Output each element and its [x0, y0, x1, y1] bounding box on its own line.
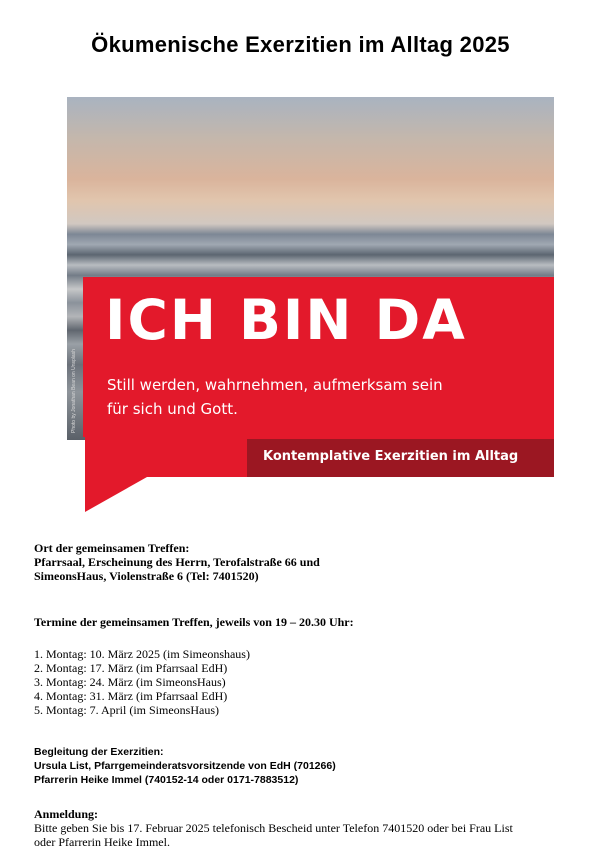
guidance-section: [34, 745, 594, 787]
date-item: 1. Montag: 10. März 2025 (im Simeonshaus): [34, 647, 250, 661]
location-section: [34, 541, 594, 583]
page-title: Ökumenische Exerzitien im Alltag 2025: [91, 32, 510, 57]
guidance-line-1: Ursula List, Pfarrgemeinderatsvorsitzende von EdH (701266): [34, 760, 336, 772]
guidance-heading: Begleitung der Exerzitien:: [34, 746, 164, 758]
dates-list: [34, 647, 594, 717]
date-item: 5. Montag: 7. April (im SimeonsHaus): [34, 703, 219, 717]
location-line-1: Pfarrsaal, Erscheinung des Herrn, Terofalstraße 66 und: [34, 555, 320, 569]
guidance-line-2: Pfarrerin Heike Immel (740152-14 oder 0171-7883512): [34, 774, 299, 786]
registration-section: [34, 807, 594, 849]
headline: ICH BIN DA: [105, 288, 467, 352]
registration-line-1: Bitte geben Sie bis 17. Februar 2025 telefonisch Bescheid unter Telefon 7401520 oder bei Frau List: [34, 821, 513, 835]
subline: [107, 373, 527, 421]
date-item: 3. Montag: 24. März (im SimeonsHaus): [34, 675, 226, 689]
date-item: 4. Montag: 31. März (im Pfarrsaal EdH): [34, 689, 228, 703]
location-line-2: SimeonsHaus, Violenstraße 6 (Tel: 7401520): [34, 569, 259, 583]
subline-line-1: Still werden, wahrnehmen, aufmerksam sein: [107, 376, 443, 394]
banner-text: Kontemplative Exerzitien im Alltag: [263, 449, 519, 464]
registration-line-2: oder Pfarrerin Heike Immel.: [34, 835, 170, 849]
location-heading: Ort der gemeinsamen Treffen:: [34, 541, 190, 555]
subline-line-2: für sich und Gott.: [107, 400, 238, 418]
dates-heading: Termine der gemeinsamen Treffen, jeweils von 19 – 20.30 Uhr:: [34, 615, 354, 629]
poster: [67, 97, 554, 512]
registration-heading: Anmeldung:: [34, 807, 99, 821]
date-item: 2. Montag: 17. März (im Pfarrsaal EdH): [34, 661, 228, 675]
photo-credit: Photo by Jonathan Bean on Unsplash: [71, 349, 77, 433]
